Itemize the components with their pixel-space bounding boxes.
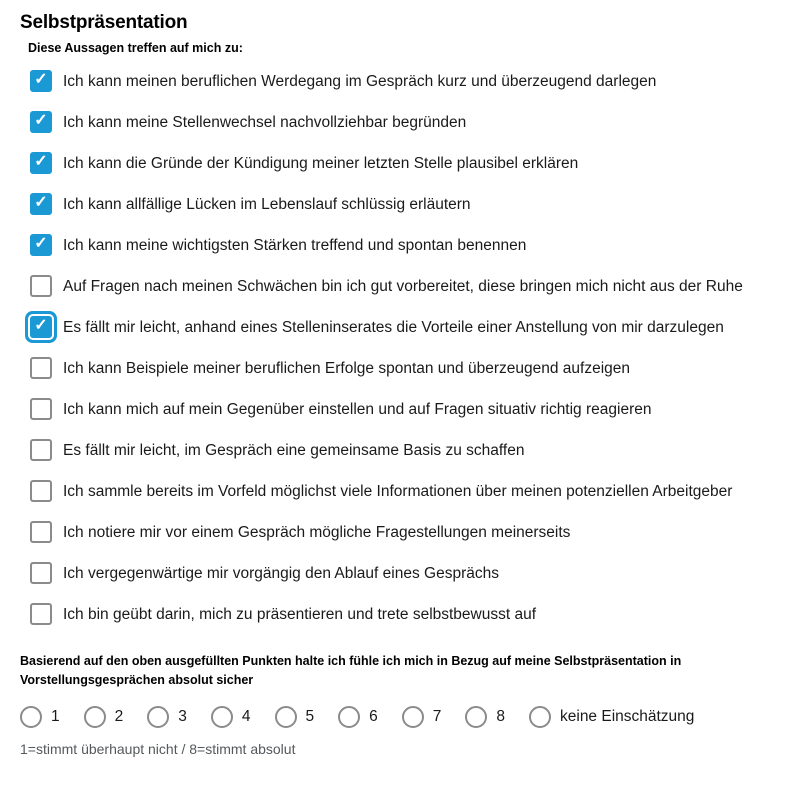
statement-row: [30, 274, 769, 299]
statement-checkbox[interactable]: [30, 603, 52, 625]
statement-label: Ich kann mich auf mein Gegenüber einstellen und auf Fragen situativ richtig reagieren: [63, 401, 652, 418]
rating-question-label: Basierend auf den oben ausgefüllten Punkten halte ich fühle ich mich in Bezug auf meine Selbstpräsentation in Vorstellungsgesprächen absolut sicher: [20, 654, 682, 687]
rating-option: [211, 706, 251, 728]
statement-checkbox[interactable]: [30, 193, 52, 215]
statement-label: Ich kann meine Stellenwechsel nachvollziehbar begründen: [63, 114, 467, 131]
statement-row: [30, 151, 769, 176]
statement-label: Ich vergegenwärtige mir vorgängig den Ablauf eines Gesprächs: [63, 565, 499, 582]
rating-radio[interactable]: [211, 706, 233, 728]
statement-label: Ich kann meinen beruflichen Werdegang im Gespräch kurz und überzeugend darlegen: [63, 73, 657, 90]
statement-label: Ich sammle bereits im Vorfeld möglichst viele Informationen über meinen potenziellen Arbeitgeber: [63, 483, 733, 500]
statement-checkbox[interactable]: [30, 316, 52, 338]
statement-checkbox[interactable]: [30, 480, 52, 502]
rating-option-label: 4: [241, 707, 251, 725]
statement-label: Ich kann allfällige Lücken im Lebenslauf schlüssig erläutern: [63, 196, 471, 213]
statement-row: [30, 69, 769, 94]
rating-option-label: keine Einschätzung: [560, 707, 695, 725]
rating-radio[interactable]: [275, 706, 297, 728]
statements-checkbox-list: [30, 69, 769, 627]
rating-option-label: 7: [432, 707, 442, 725]
statement-row: [30, 561, 769, 586]
statement-label: Es fällt mir leicht, im Gespräch eine gemeinsame Basis zu schaffen: [63, 442, 525, 459]
statement-checkbox[interactable]: [30, 111, 52, 133]
statement-row: [30, 233, 769, 258]
rating-radio[interactable]: [147, 706, 169, 728]
checkmark-icon: ✓: [34, 71, 48, 88]
checkmark-icon: ✓: [34, 194, 48, 211]
statement-row: [30, 602, 769, 627]
rating-option: [20, 706, 60, 728]
rating-option-label: 2: [114, 707, 124, 725]
statement-label: Ich kann Beispiele meiner beruflichen Erfolge spontan und überzeugend aufzeigen: [63, 360, 630, 377]
rating-option: [275, 706, 315, 728]
rating-option: [529, 706, 694, 728]
checkmark-icon: ✓: [34, 235, 48, 252]
statement-checkbox[interactable]: [30, 521, 52, 543]
statement-checkbox[interactable]: [30, 70, 52, 92]
rating-radio[interactable]: [402, 706, 424, 728]
statement-row: [30, 356, 769, 381]
page-title: Selbstpräsentation: [20, 12, 188, 33]
statement-checkbox[interactable]: [30, 275, 52, 297]
statement-checkbox[interactable]: [30, 357, 52, 379]
rating-option-label: 1: [51, 707, 60, 725]
statement-label: Ich notiere mir vor einem Gespräch mögliche Fragestellungen meinerseits: [63, 524, 571, 541]
rating-option: [465, 706, 505, 728]
statement-checkbox[interactable]: [30, 234, 52, 256]
statement-row: [30, 110, 769, 135]
checkmark-icon: ✓: [34, 317, 48, 334]
statement-checkbox[interactable]: [30, 398, 52, 420]
statement-checkbox[interactable]: [30, 152, 52, 174]
rating-radio[interactable]: [465, 706, 487, 728]
rating-option-label: 5: [305, 707, 315, 725]
rating-option-label: 6: [369, 707, 378, 725]
rating-radio[interactable]: [20, 706, 42, 728]
statement-label: Ich kann die Gründe der Kündigung meiner letzten Stelle plausibel erklären: [63, 155, 579, 172]
statement-label: Ich kann meine wichtigsten Stärken treffend und spontan benennen: [63, 237, 527, 254]
statement-row: [30, 192, 769, 217]
statement-label: Auf Fragen nach meinen Schwächen bin ich gut vorbereitet, diese bringen mich nicht aus der Ruhe: [63, 278, 743, 295]
section-subtitle: Diese Aussagen treffen auf mich zu:: [28, 41, 243, 55]
statement-row: [30, 520, 769, 545]
rating-option: [84, 706, 124, 728]
rating-radio[interactable]: [84, 706, 106, 728]
checkmark-icon: ✓: [34, 153, 48, 170]
statement-checkbox[interactable]: [30, 439, 52, 461]
rating-radio[interactable]: [338, 706, 360, 728]
rating-option: [338, 706, 378, 728]
rating-option-label: 3: [178, 707, 187, 725]
statement-row: [30, 397, 769, 422]
statement-row: [30, 438, 769, 463]
statement-label: Ich bin geübt darin, mich zu präsentieren und trete selbstbewusst auf: [63, 606, 537, 623]
rating-option-label: 8: [496, 707, 505, 725]
rating-option: [402, 706, 442, 728]
statement-label: Es fällt mir leicht, anhand eines Stelleninserates die Vorteile einer Anstellung von mir darzulegen: [63, 319, 724, 336]
rating-radio-group: [20, 706, 769, 728]
statement-row: [30, 315, 769, 340]
checkmark-icon: ✓: [34, 112, 48, 129]
statement-row: [30, 479, 769, 504]
rating-option: [147, 706, 187, 728]
scale-hint-label: 1=stimmt überhaupt nicht / 8=stimmt absolut: [20, 740, 296, 757]
rating-radio[interactable]: [529, 706, 551, 728]
statement-checkbox[interactable]: [30, 562, 52, 584]
